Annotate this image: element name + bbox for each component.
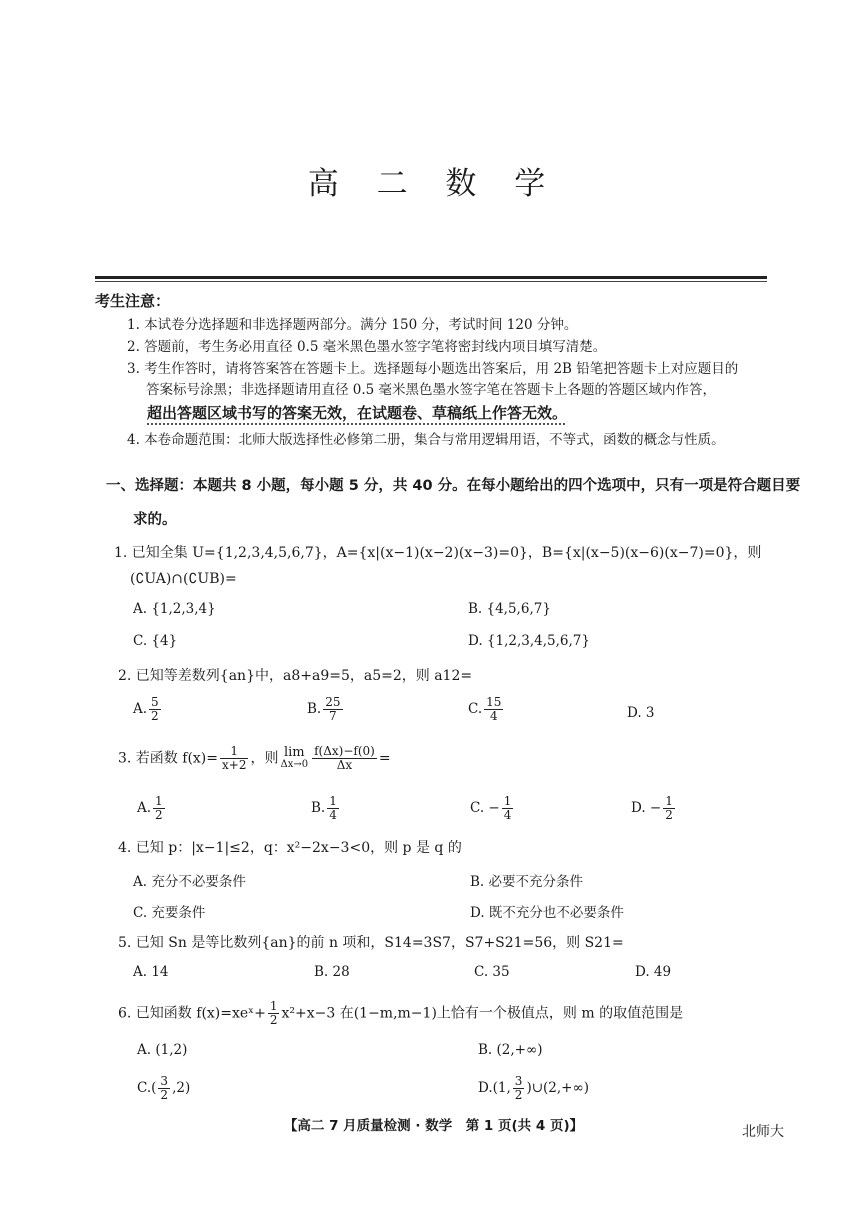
- q2-stem: 2. 已知等差数列{an}中，a8+a9=5，a5=2，则 a12=: [118, 668, 473, 684]
- notice-item-3-cont: 答案标号涂黑；非选择题请用直径 0.5 毫米黑色墨水签字笔在答题卡上各题的答题区域内作答，: [146, 382, 717, 398]
- q1-stem-2: (∁UA)∩(∁UB)=: [130, 571, 237, 587]
- q2-option-b: B. $\frac{25}{7}$: [307, 695, 341, 723]
- notice-emphasis: 超出答题区域书写的答案无效，在试题卷、草稿纸上作答无效。: [147, 404, 568, 422]
- q3-stem: 3. 若函数 f(x)= $\frac{1}{x+2}$ ，则 lim Δx→0 $\frac{f(\Delta x)-f(0)}{\Delta x}$ =: [118, 744, 391, 772]
- q6-option-d: D.(1, $\frac{3}{2}$ )∪(2,+∞): [478, 1074, 589, 1102]
- q5-stem: 5. 已知 Sn 是等比数列{an}的前 n 项和，S14=3S7，S7+S21=56，则 S21=: [118, 935, 624, 951]
- q5-option-c: C. 35: [474, 964, 510, 980]
- notice-item-2: 2. 答题前，考生务必用直径 0.5 毫米黑色墨水签字笔将密封线内项目填写清楚。: [127, 339, 607, 355]
- q1-option-a: A. {1,2,3,4}: [133, 601, 216, 617]
- q5-option-b: B. 28: [314, 964, 350, 980]
- q2-option-c: C. $\frac{15}{4}$: [468, 695, 502, 723]
- page-title: 高 二 数 学: [307, 166, 560, 202]
- q4-option-b: B. 必要不充分条件: [470, 874, 584, 890]
- notice-item-3: 3. 考生作答时，请将答案答在答题卡上。选择题每小题选出答案后，用 2B 铅笔把答题卡上对应题目的: [127, 361, 739, 377]
- q4-option-a: A. 充分不必要条件: [133, 874, 246, 890]
- q2-option-a: A. $\frac{5}{2}$: [133, 695, 159, 723]
- edition-label: 北师大: [742, 1124, 784, 1140]
- q4-stem: 4. 已知 p：|x−1|≤2，q：x²−2x−3<0，则 p 是 q 的: [118, 840, 462, 856]
- page-footer: 【高二 7 月质量检测 · 数学 第 1 页(共 4 页)】: [283, 1118, 584, 1134]
- q3-option-a: A. $\frac{1}{2}$: [137, 794, 163, 822]
- q5-option-d: D. 49: [635, 964, 672, 980]
- q6-option-c: C.( $\frac{3}{2}$ ,2): [137, 1074, 191, 1102]
- q3-option-c: C. − $\frac{1}{4}$: [470, 794, 512, 822]
- header-divider-thick: [95, 276, 767, 279]
- q4-option-c: C. 充要条件: [133, 905, 206, 921]
- q1-option-d: D. {1,2,3,4,5,6,7}: [468, 633, 590, 649]
- notice-heading: 考生注意：: [95, 292, 171, 310]
- notice-item-1: 1. 本试卷分选择题和非选择题两部分。满分 150 分，考试时间 120 分钟。: [127, 317, 578, 333]
- q3-option-b: B. $\frac{1}{4}$: [311, 794, 337, 822]
- q4-option-d: D. 既不充分也不必要条件: [470, 905, 624, 921]
- header-divider-thin: [95, 281, 767, 282]
- section-heading-cont: 求的。: [133, 512, 177, 528]
- q3-option-d: D. − $\frac{1}{2}$: [631, 794, 673, 822]
- q1-option-c: C. {4}: [133, 633, 178, 649]
- q1-stem: 1. 已知全集 U={1,2,3,4,5,6,7}，A={x|(x−1)(x−2)(x−3)=0}，B={x|(x−5)(x−6)(x−7)=0}，则: [114, 545, 762, 561]
- q6-option-a: A. (1,2): [137, 1042, 188, 1058]
- notice-item-4: 4. 本卷命题范围：北师大版选择性必修第二册，集合与常用逻辑用语，不等式，函数的概念与性质。: [127, 432, 725, 448]
- q5-option-a: A. 14: [133, 964, 169, 980]
- q6-option-b: B. (2,+∞): [478, 1042, 543, 1058]
- section-heading: 一、选择题：本题共 8 小题，每小题 5 分，共 40 分。在每小题给出的四个选项中，只有一项是符合题目要: [106, 478, 801, 494]
- q6-stem: 6. 已知函数 f(x)=xeˣ+ $\frac{1}{2}$ x²+x−3 在(1−m,m−1)上恰有一个极值点，则 m 的取值范围是: [118, 999, 684, 1027]
- q2-option-d: D. 3: [627, 705, 655, 721]
- q1-option-b: B. {4,5,6,7}: [468, 601, 551, 617]
